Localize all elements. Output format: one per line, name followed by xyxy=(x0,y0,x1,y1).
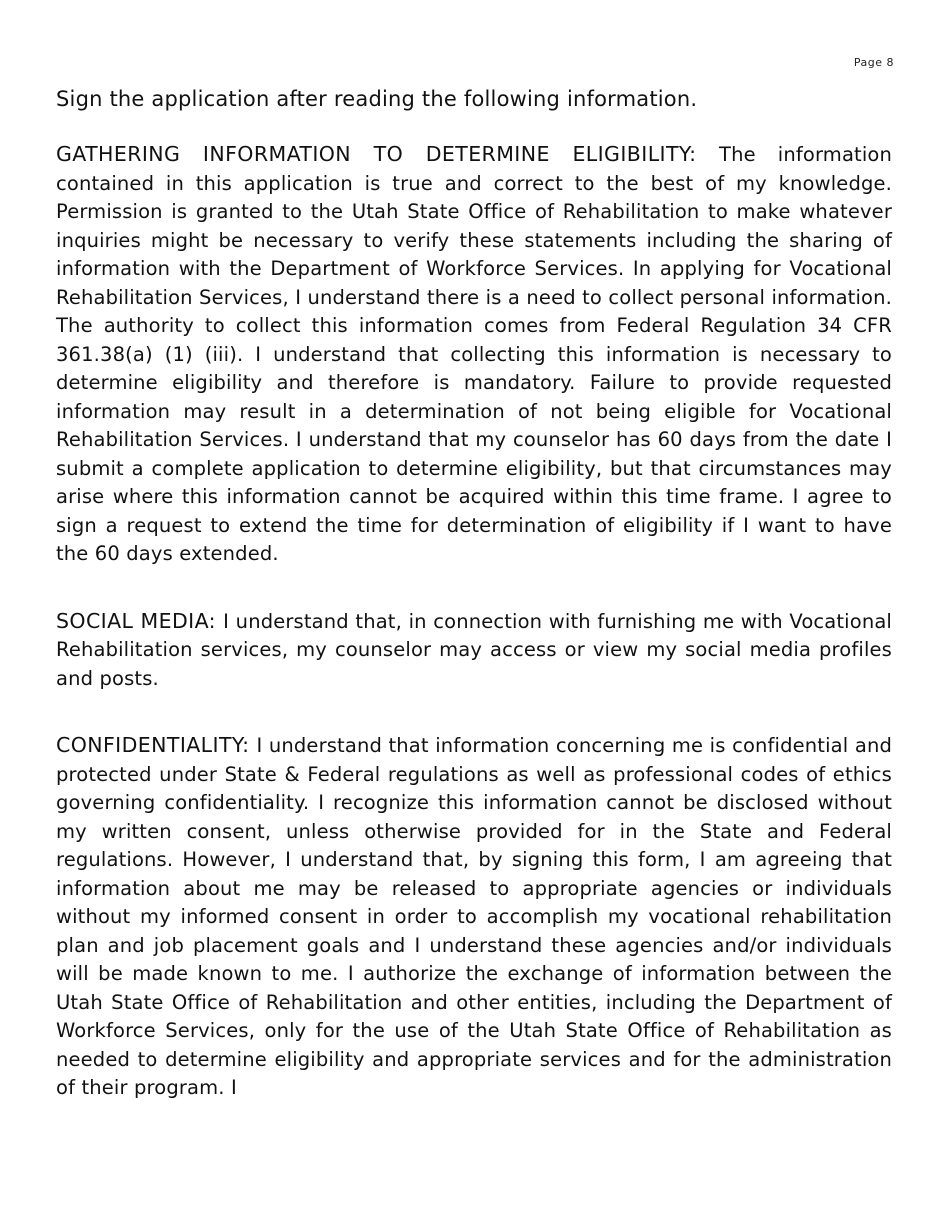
section-heading: GATHERING INFORMATION TO DETERMINE ELIGIBILITY: xyxy=(56,142,720,166)
document-body xyxy=(56,84,892,1141)
section-heading: SOCIAL MEDIA: xyxy=(56,608,224,633)
section-gathering-information xyxy=(56,140,892,569)
page-number: Page 8 xyxy=(853,56,894,69)
section-confidentiality xyxy=(56,731,892,1103)
section-heading: CONFIDENTIALITY: xyxy=(56,733,257,757)
intro-instruction: Sign the application after reading the following information. xyxy=(56,87,698,111)
section-body: I understand that information concerning me is confidential and protected under State & Federal regulations as well as professional codes of ethics governing confidentiality. I recognize this information cannot be disclosed without my written consent, unless otherwise provided for in the State and Federal regulations. However, I understand that, by signing this form, I am agreeing that information about me may be released to appropriate agencies or individuals without my informed consent in order to accomplish my vocational rehabilitation plan and job placement goals and I understand these agencies and/or individuals will be made known to me. I authorize the exchange of information between the Utah State Office of Rehabilitation and other entities, including the Department of Workforce Services, only for the use of the Utah State Office of Rehabilitation as needed to determine eligibility and appropriate services and for the administration of their program. I xyxy=(56,734,892,1099)
section-body: I understand that, in connection with furnishing me with Vocational Rehabilitation services, my counselor may access or view my social media profiles and posts. xyxy=(56,609,892,690)
section-body: The information contained in this application is true and correct to the best of my knowledge. Permission is granted to the Utah State Office of Rehabilitation to make whatever inquiries might be necessary to verify these statements including the sharing of information with the Department of Workforce Services. In applying for Vocational Rehabilitation Services, I understand there is a need to collect personal information. The authority to collect this information comes from Federal Regulation 34 CFR 361.38(a) (1) (iii). I understand that collecting this information is necessary to determine eligibility and therefore is mandatory. Failure to provide requested information may result in a determination of not being eligible for Vocational Rehabilitation Services. I understand that my counselor has 60 days from the date I submit a complete application to determine eligibility, but that circumstances may arise where this information cannot be acquired within this time frame. I agree to sign a request to extend the time for determination of eligibility if I want to have the 60 days extended. xyxy=(56,143,892,565)
section-social-media xyxy=(56,607,892,694)
